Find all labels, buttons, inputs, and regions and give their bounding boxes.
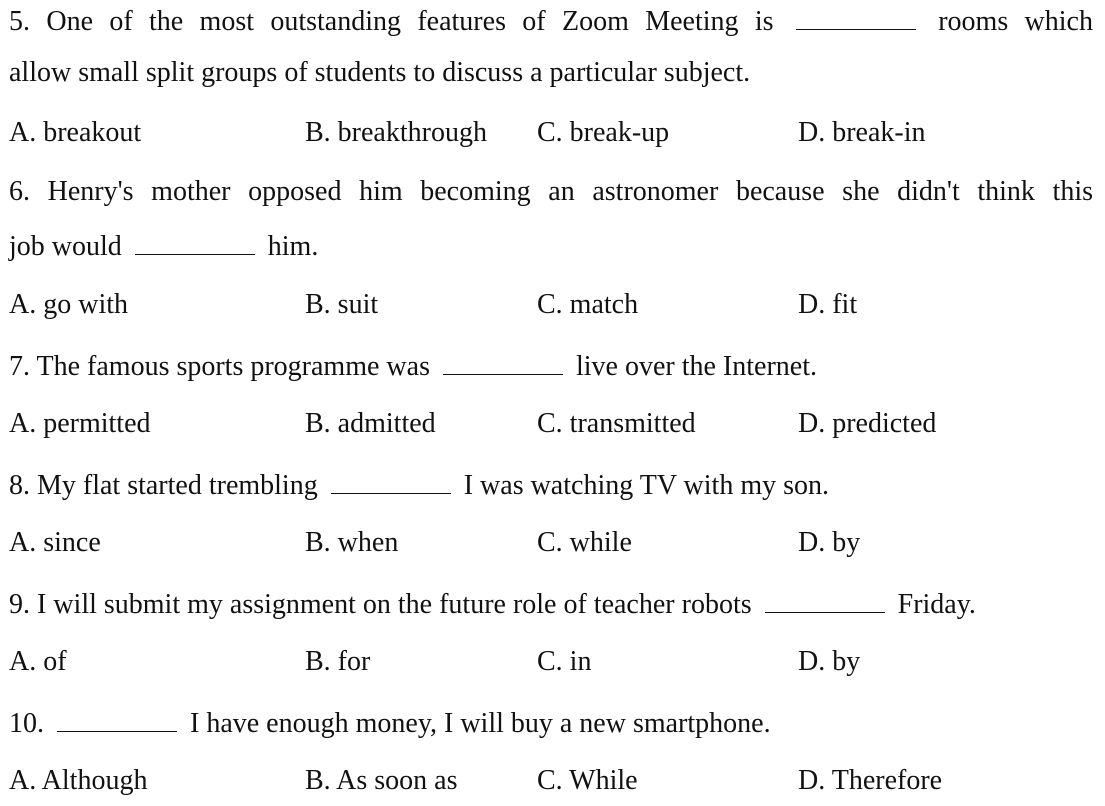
question-6-options [0,288,1105,322]
option-d: D. by [798,646,861,677]
option-c: C. break-up [537,117,670,148]
option-a: A. Although [9,765,148,796]
question-6-stem-continuation [9,228,318,264]
question-text: I have enough money, I will buy a new smartphone. [190,708,771,739]
question-number: 5. [9,6,30,37]
question-9-options [0,645,1105,679]
question-text: One of the most outstanding features of Zoom Meeting is [46,6,774,37]
option-b: B. for [305,646,371,677]
option-c: C. match [537,289,639,320]
option-c: C. in [537,646,592,677]
answer-blank [331,467,451,494]
question-text: him. [267,231,319,262]
option-a: A. go with [9,289,128,320]
question-7-stem [9,348,817,384]
question-text: I was watching TV with my son. [463,470,829,501]
question-text: The famous sports programme was [36,351,430,382]
option-c: C. While [537,765,638,796]
option-a: A. breakout [9,117,142,148]
option-a: A. of [9,646,67,677]
option-a: A. permitted [9,408,151,439]
option-d: D. break-in [798,117,926,148]
question-5-stem-continuation [9,56,750,90]
question-text: rooms which [938,6,1093,37]
question-text: job would [9,231,122,262]
answer-blank [443,348,563,375]
question-number: 9. [9,589,30,620]
question-8-stem [9,467,829,503]
answer-blank [796,3,916,30]
question-5-options [0,116,1105,150]
question-number: 8. [9,470,30,501]
question-number: 7. [9,351,30,382]
option-d: D. by [798,527,861,558]
option-d: D. predicted [798,408,937,439]
question-text: My flat started trembling [37,470,318,501]
question-9-stem [9,586,976,622]
question-text: live over the Internet. [575,351,817,382]
option-a: A. since [9,527,101,558]
option-c: C. while [537,527,632,558]
question-8-options [0,526,1105,560]
option-b: B. when [305,527,399,558]
option-b: B. suit [305,289,379,320]
question-number: 10. [9,708,44,739]
question-6-stem [9,175,1093,209]
question-text: I will submit my assignment on the future role of teacher robots [37,589,752,620]
question-text: Henry's mother opposed him becoming an astronomer because she didn't think this [47,176,1094,207]
option-b: B. admitted [305,408,436,439]
question-7-options [0,407,1105,441]
option-d: D. Therefore [798,765,943,796]
question-10-options [0,764,1105,798]
question-number: 6. [9,176,30,207]
question-10-stem [9,705,771,741]
answer-blank [57,705,177,732]
question-text: allow small split groups of students to discuss a particular subject. [9,57,751,88]
answer-blank [765,586,885,613]
answer-blank [135,228,255,255]
option-b: B. breakthrough [305,117,487,148]
question-5-stem [9,3,1093,39]
option-d: D. fit [798,289,858,320]
question-text: Friday. [897,589,976,620]
option-b: B. As soon as [305,765,458,796]
option-c: C. transmitted [537,408,696,439]
